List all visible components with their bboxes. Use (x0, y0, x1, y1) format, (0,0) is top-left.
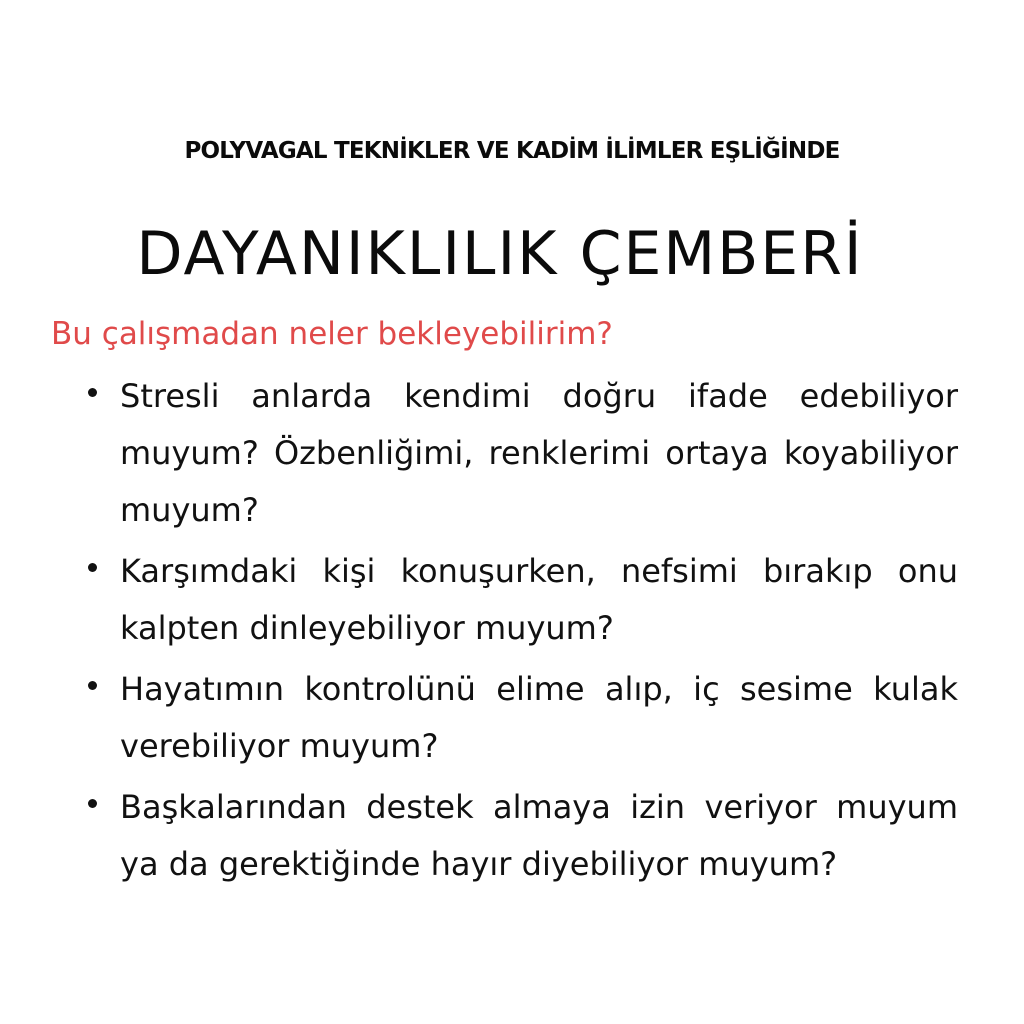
list-item-text: Başkalarından destek almaya izin veriyor muyum ya da gerektiğinde hayır diyebiliyor muyum? (120, 788, 958, 883)
bullet-icon (88, 799, 97, 808)
bullet-icon (88, 563, 97, 572)
list-item (0, 779, 1024, 893)
intro-question: Bu çalışmadan neler bekleyebilirim? (51, 316, 613, 352)
bullet-icon (88, 388, 97, 397)
list-item (0, 368, 1024, 539)
page-kicker: POLYVAGAL TEKNİKLER VE KADİM İLİMLER EŞLİĞİNDE (184, 138, 840, 164)
expectations-list (0, 368, 1024, 897)
list-item (0, 543, 1024, 657)
list-item-text: Karşımdaki kişi konuşurken, nefsimi bırakıp onu kalpten dinleyebiliyor muyum? (120, 552, 958, 647)
list-item (0, 661, 1024, 775)
list-item-text: Hayatımın kontrolünü elime alıp, iç sesime kulak verebiliyor muyum? (120, 670, 958, 765)
page-title: DAYANIKLILIK ÇEMBERİ (136, 219, 864, 289)
bullet-icon (88, 681, 97, 690)
list-item-text: Stresli anlarda kendimi doğru ifade edebiliyor muyum? Özbenliğimi, renklerimi ortaya koyabiliyor muyum? (120, 377, 958, 529)
